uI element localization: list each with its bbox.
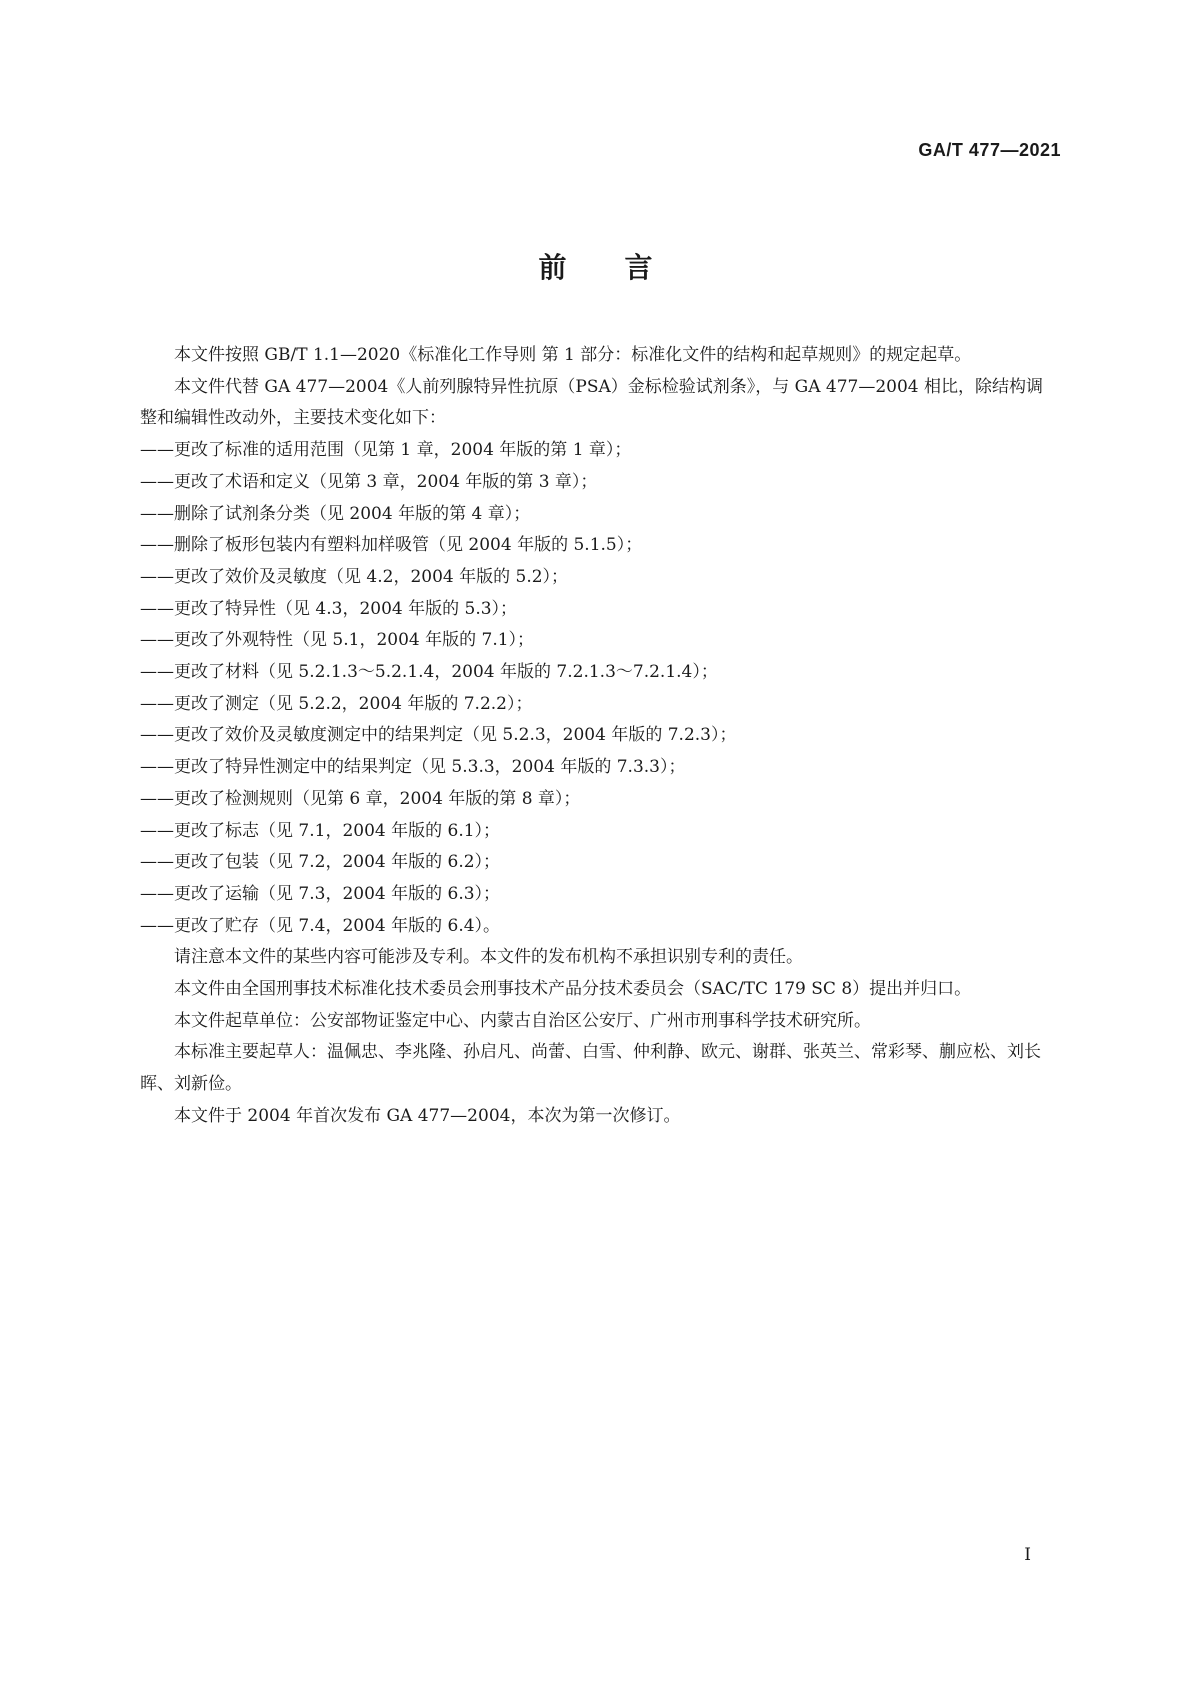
change-item: ——更改了特异性（见 4.3，2004 年版的 5.3）；	[140, 598, 518, 619]
change-item: ——更改了标准的适用范围（见第 1 章，2004 年版的第 1 章）；	[140, 440, 632, 461]
change-item: ——更改了运输（见 7.3，2004 年版的 6.3）；	[140, 883, 501, 904]
change-item: ——更改了效价及灵敏度测定中的结果判定（见 5.2.3，2004 年版的 7.2.3）；	[140, 725, 737, 746]
change-item: ——更改了外观特性（见 5.1，2004 年版的 7.1）；	[140, 630, 535, 651]
patent-note: 请注意本文件的某些内容可能涉及专利。本文件的发布机构不承担识别专利的责任。	[174, 947, 803, 968]
change-item: ——更改了材料（见 5.2.1.3～5.2.1.4，2004 年版的 7.2.1.3～7.2.1.4）；	[140, 662, 718, 683]
drafters: 本标准主要起草人：温佩忠、李兆隆、孙启凡、尚蕾、白雪、仲利静、欧元、谢群、张英兰、常彩琴、蒯应松、刘长晖、刘新俭。	[140, 1042, 1041, 1095]
change-item: ——更改了标志（见 7.1，2004 年版的 6.1）；	[140, 820, 501, 841]
change-item: ——更改了包装（见 7.2，2004 年版的 6.2）；	[140, 852, 501, 873]
change-item: ——更改了贮存（见 7.4，2004 年版的 6.4）。	[140, 915, 501, 936]
publication-history: 本文件于 2004 年首次发布 GA 477—2004，本次为第一次修订。	[174, 1105, 681, 1126]
foreword-body	[140, 340, 1058, 1133]
page-number: I	[1024, 1545, 1031, 1565]
standard-code: GA/T 477—2021	[918, 140, 1061, 160]
change-item: ——更改了特异性测定中的结果判定（见 5.3.3，2004 年版的 7.3.3）；	[140, 757, 686, 778]
change-item: ——删除了板形包装内有塑料加样吸管（见 2004 年版的 5.1.5）；	[140, 535, 643, 556]
change-item: ——更改了术语和定义（见第 3 章，2004 年版的第 3 章）；	[140, 471, 598, 492]
drafting-units: 本文件起草单位：公安部物证鉴定中心、内蒙古自治区公安厅、广州市刑事科学技术研究所。	[174, 1010, 871, 1031]
intro-paragraph-1: 本文件按照 GB/T 1.1—2020《标准化工作导则 第 1 部分：标准化文件的结构和起草规则》的规定起草。	[174, 345, 972, 365]
change-item: ——删除了试剂条分类（见 2004 年版的第 4 章）；	[140, 503, 531, 524]
proposed-by: 本文件由全国刑事技术标准化技术委员会刑事技术产品分技术委员会（SAC/TC 179 SC 8）提出并归口。	[174, 979, 972, 1000]
page-title: 前言	[538, 251, 711, 284]
change-item: ——更改了检测规则（见第 6 章，2004 年版的第 8 章）；	[140, 788, 581, 809]
change-item: ——更改了测定（见 5.2.2，2004 年版的 7.2.2）；	[140, 693, 533, 714]
intro-paragraph-2: 本文件代替 GA 477—2004《人前列腺特异性抗原（PSA）金标检验试剂条》，与 GA 477—2004 相比，除结构调整和编辑性改动外，主要技术变化如下：	[140, 376, 1044, 429]
change-item: ——更改了效价及灵敏度（见 4.2，2004 年版的 5.2）；	[140, 566, 569, 587]
